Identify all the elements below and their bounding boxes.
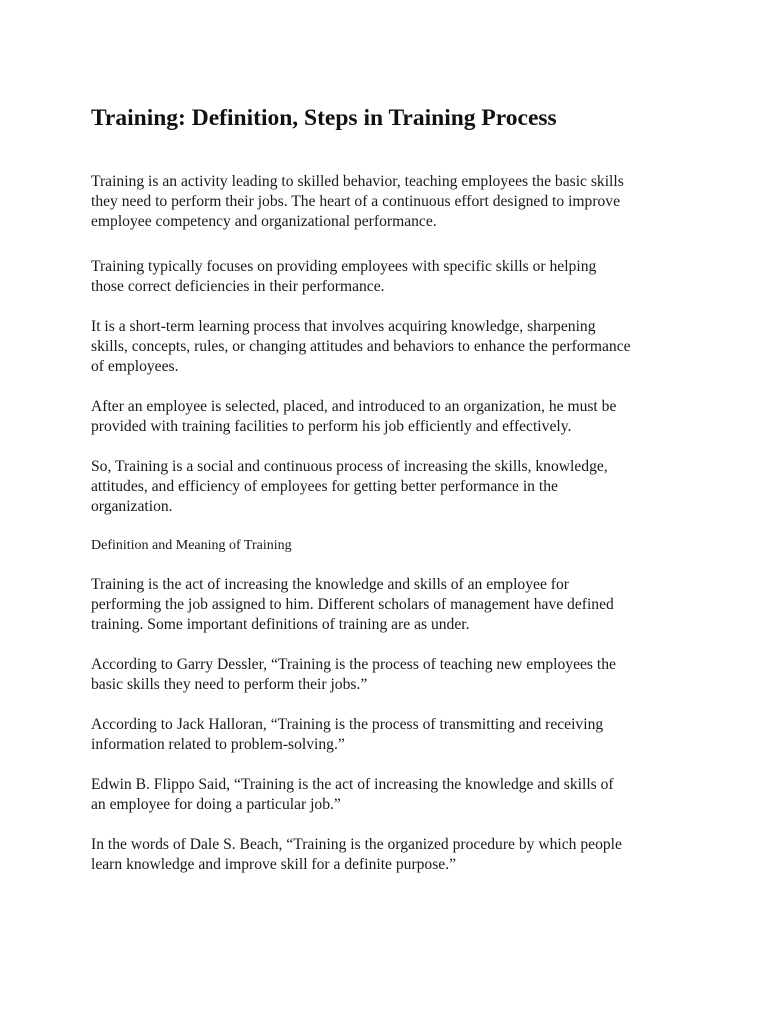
text-line: So, Training is a social and continuous process of increasing the skills, knowledge, [91, 458, 608, 475]
quote-beach [91, 835, 691, 875]
text-line: an employee for doing a particular job.” [91, 796, 341, 813]
quote-halloran [91, 715, 691, 755]
text-line: provided with training facilities to perform his job efficiently and effectively. [91, 418, 572, 435]
paragraph-social-process [91, 457, 691, 517]
text-line: Training is an activity leading to skilled behavior, teaching employees the basic skills [91, 173, 624, 190]
text-line: training. Some important definitions of training are as under. [91, 616, 470, 633]
text-line: information related to problem-solving.” [91, 736, 345, 753]
text-line: In the words of Dale S. Beach, “Training is the organized procedure by which people [91, 836, 622, 853]
text-line: After an employee is selected, placed, and introduced to an organization, he must be [91, 398, 617, 415]
paragraph-intro [91, 172, 691, 232]
text-line: Training typically focuses on providing employees with specific skills or helping [91, 258, 597, 275]
text-line: organization. [91, 498, 173, 515]
text-line: learn knowledge and improve skill for a definite purpose.” [91, 856, 457, 873]
paragraph-short-term [91, 317, 691, 377]
text-line: basic skills they need to perform their jobs.” [91, 676, 368, 693]
paragraph-after-selection [91, 397, 691, 437]
text-line: employee competency and organizational performance. [91, 213, 437, 230]
text-line: According to Garry Dessler, “Training is the process of teaching new employees the [91, 656, 616, 673]
text-line: According to Jack Halloran, “Training is the process of transmitting and receiving [91, 716, 604, 733]
text-line: of employees. [91, 358, 179, 375]
quote-dessler [91, 655, 691, 695]
text-line: performing the job assigned to him. Different scholars of management have defined [91, 596, 614, 613]
paragraph-definition [91, 575, 691, 635]
text-line: those correct deficiencies in their performance. [91, 278, 385, 295]
quote-flippo [91, 775, 691, 815]
text-line: Edwin B. Flippo Said, “Training is the act of increasing the knowledge and skills of [91, 776, 614, 793]
text-line: Training is the act of increasing the knowledge and skills of an employee for [91, 576, 569, 593]
text-line: skills, concepts, rules, or changing attitudes and behaviors to enhance the performance [91, 338, 631, 355]
paragraph-focus [91, 257, 691, 297]
text-line: they need to perform their jobs. The heart of a continuous effort designed to improve [91, 193, 621, 210]
document-title: Training: Definition, Steps in Training Process [91, 105, 557, 131]
text-line: It is a short-term learning process that involves acquiring knowledge, sharpening [91, 318, 596, 335]
section-subheading: Definition and Meaning of Training [91, 538, 292, 553]
text-line: attitudes, and efficiency of employees for getting better performance in the [91, 478, 558, 495]
